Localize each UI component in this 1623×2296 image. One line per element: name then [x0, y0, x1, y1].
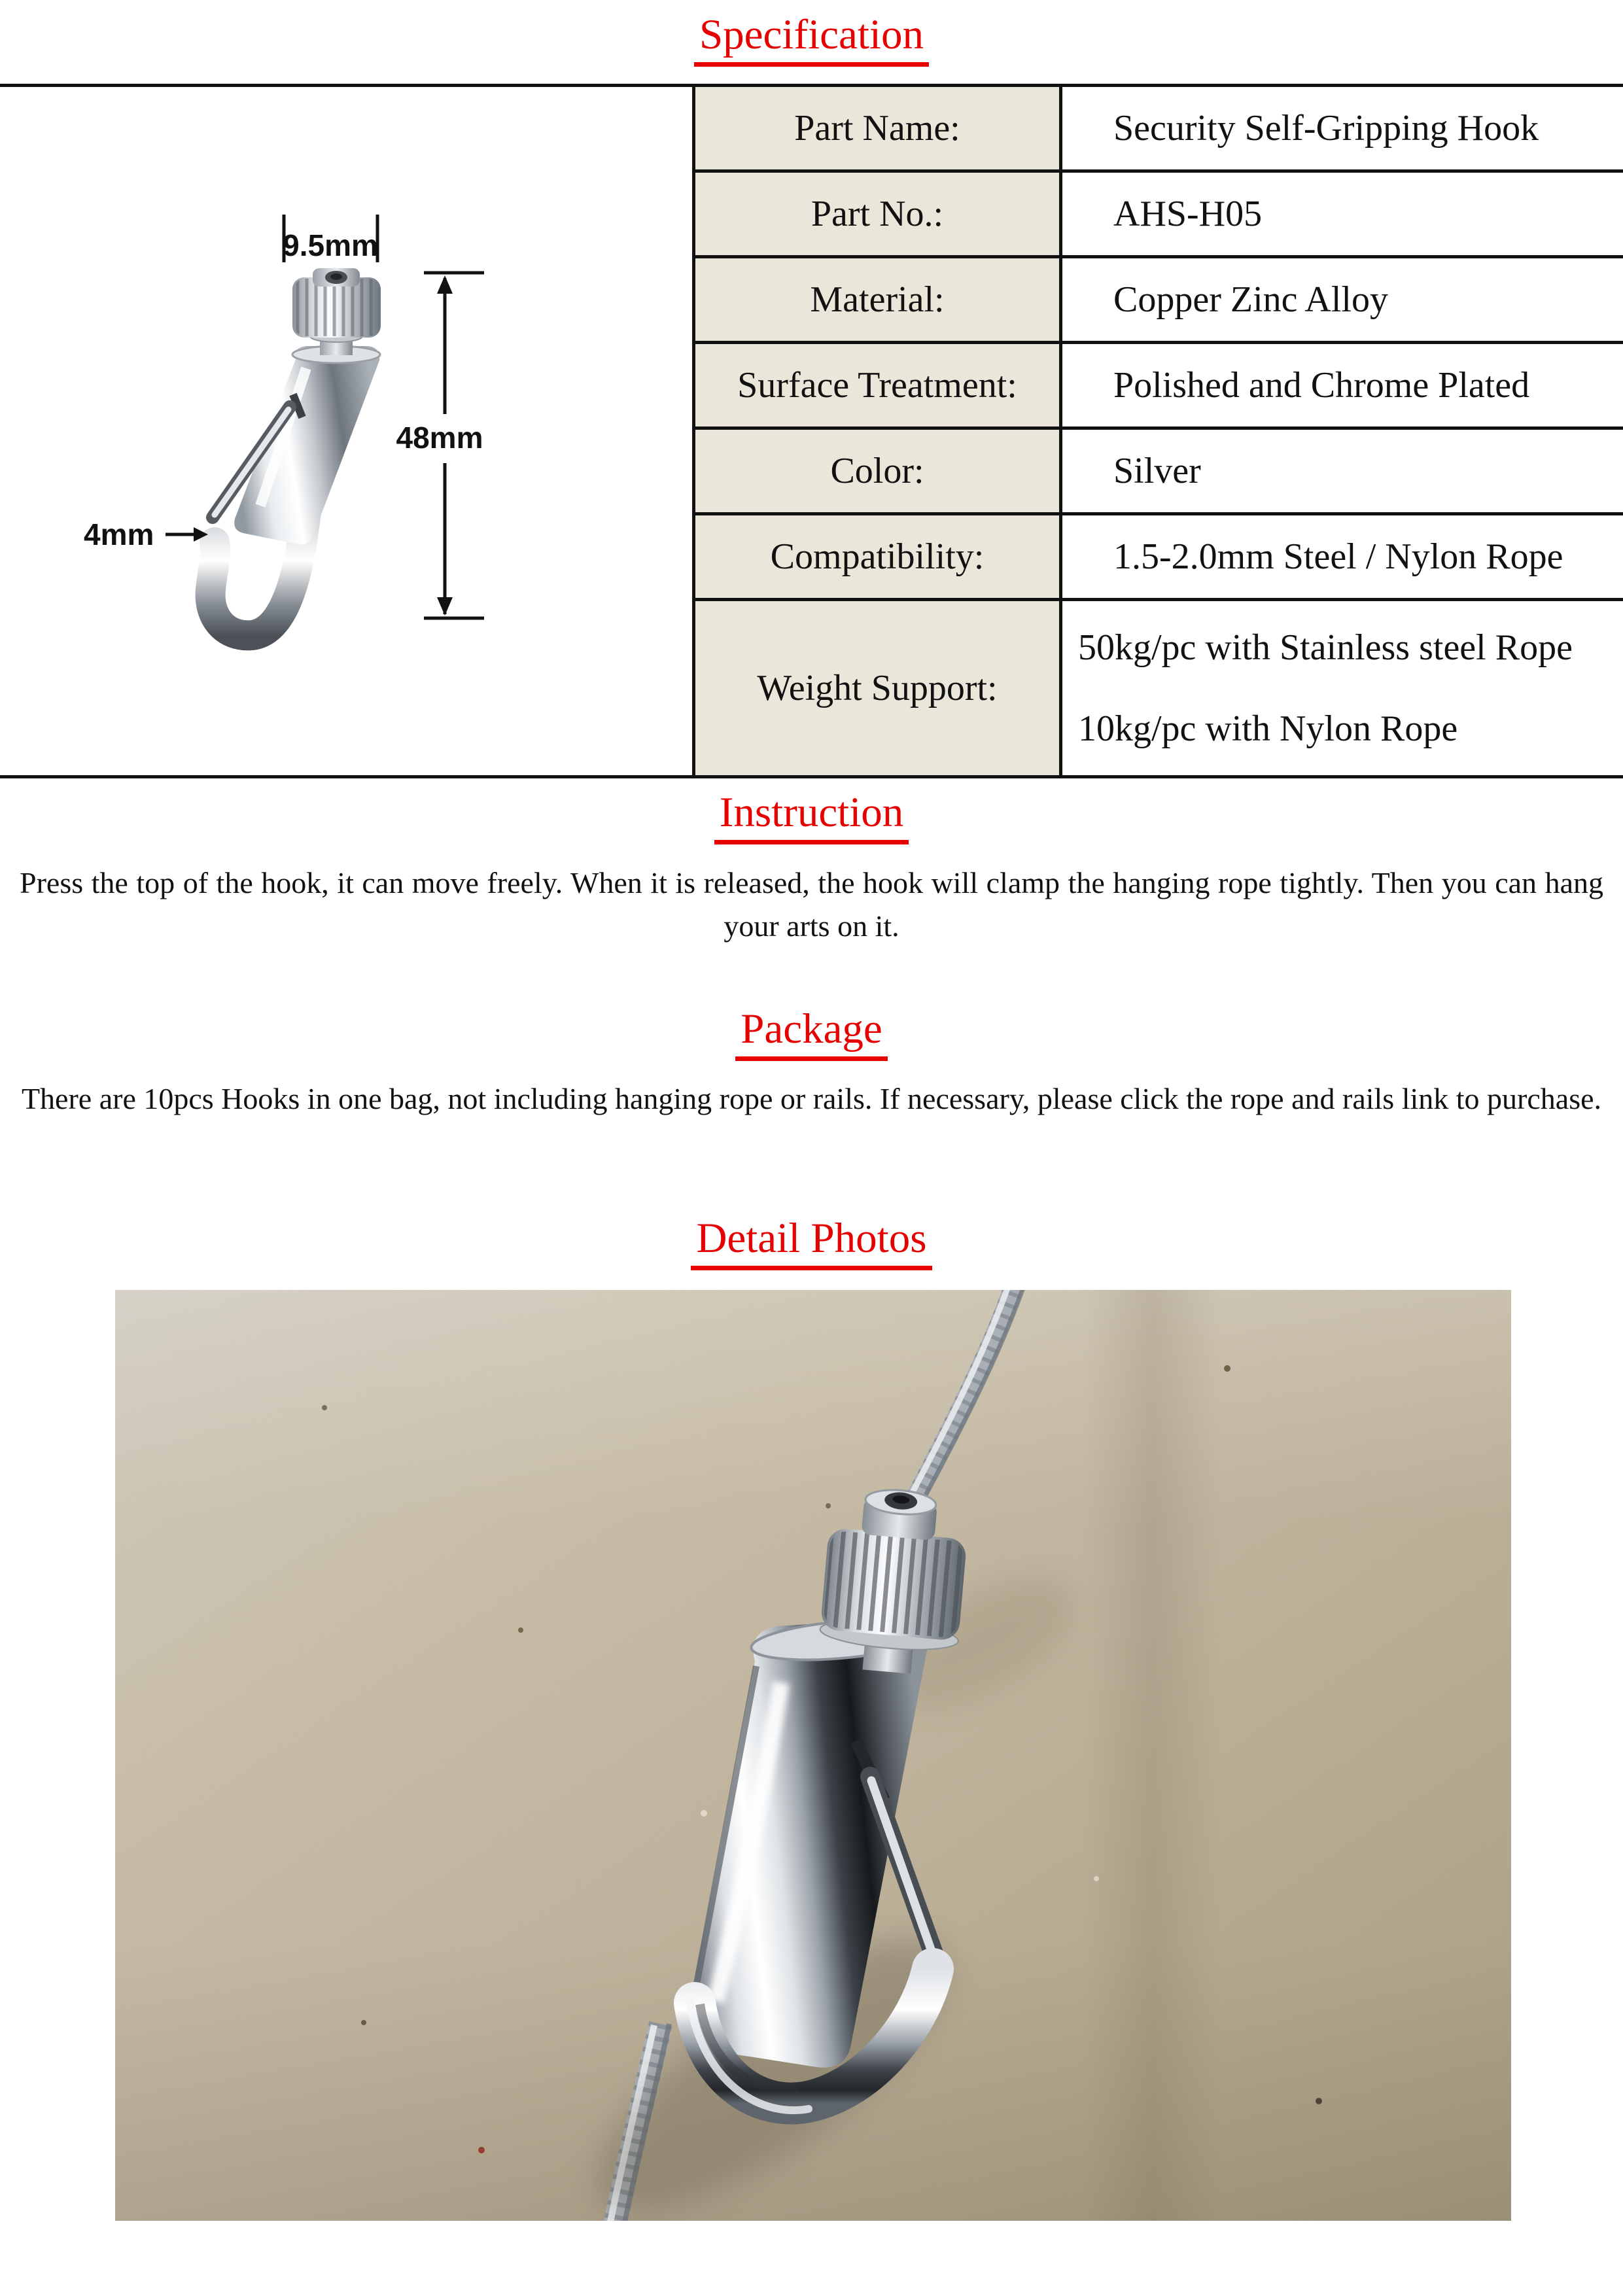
section-title-package: [0, 1005, 1623, 1061]
spec-label-surface-treatment: Surface Treatment:: [692, 344, 1062, 430]
weight-support-line-2: 10kg/pc with Nylon Rope: [1078, 708, 1458, 749]
spec-value-part-name: Security Self-Gripping Hook: [1062, 87, 1623, 173]
spec-value-surface-treatment: Polished and Chrome Plated: [1062, 344, 1623, 430]
instruction-text: Press the top of the hook, it can move freely. When it is released, the hook will clamp the hanging rope tightly. Then you can hang your arts on it.: [20, 866, 1603, 943]
instruction-title-text: Instruction: [714, 788, 909, 844]
weight-support-line-1: 50kg/pc with Stainless steel Rope: [1078, 627, 1573, 668]
specification-title-text: Specification: [694, 10, 929, 67]
spec-value-color: Silver: [1062, 430, 1623, 515]
spec-table: [0, 84, 1623, 778]
arrow-down-icon: [437, 597, 453, 616]
section-title-specification: [0, 10, 1623, 67]
detail-photo: [115, 1290, 1511, 2221]
product-dimension-diagram: [0, 87, 692, 775]
spec-value-part-no: AHS-H05: [1062, 173, 1623, 258]
spec-value-weight-support: [1062, 601, 1623, 775]
dim-top-width-label: 9.5mm: [283, 228, 378, 262]
spec-label-weight-support: Weight Support:: [692, 601, 1062, 775]
detail-photos-title-text: Detail Photos: [691, 1214, 932, 1270]
package-text: There are 10pcs Hooks in one bag, not including hanging rope or rails. If necessary, please click the rope and rails link to purchase.: [21, 1082, 1602, 1115]
spec-label-compatibility: Compatibility:: [692, 515, 1062, 601]
dim-opening-label: 4mm: [84, 517, 154, 551]
package-title-text: Package: [735, 1005, 888, 1061]
dim-height-label: 48mm: [396, 421, 483, 455]
spec-label-color: Color:: [692, 430, 1062, 515]
section-title-instruction: [0, 788, 1623, 844]
spec-value-material: Copper Zinc Alloy: [1062, 258, 1623, 344]
spec-label-part-no: Part No.:: [692, 173, 1062, 258]
spec-label-material: Material:: [692, 258, 1062, 344]
arrow-up-icon: [437, 275, 453, 294]
spec-value-compatibility: 1.5-2.0mm Steel / Nylon Rope: [1062, 515, 1623, 601]
detail-photo-image: [115, 1290, 1511, 2221]
spec-table-image-cell: [0, 87, 692, 775]
spec-label-part-name: Part Name:: [692, 87, 1062, 173]
section-title-detail-photos: [0, 1214, 1623, 1270]
